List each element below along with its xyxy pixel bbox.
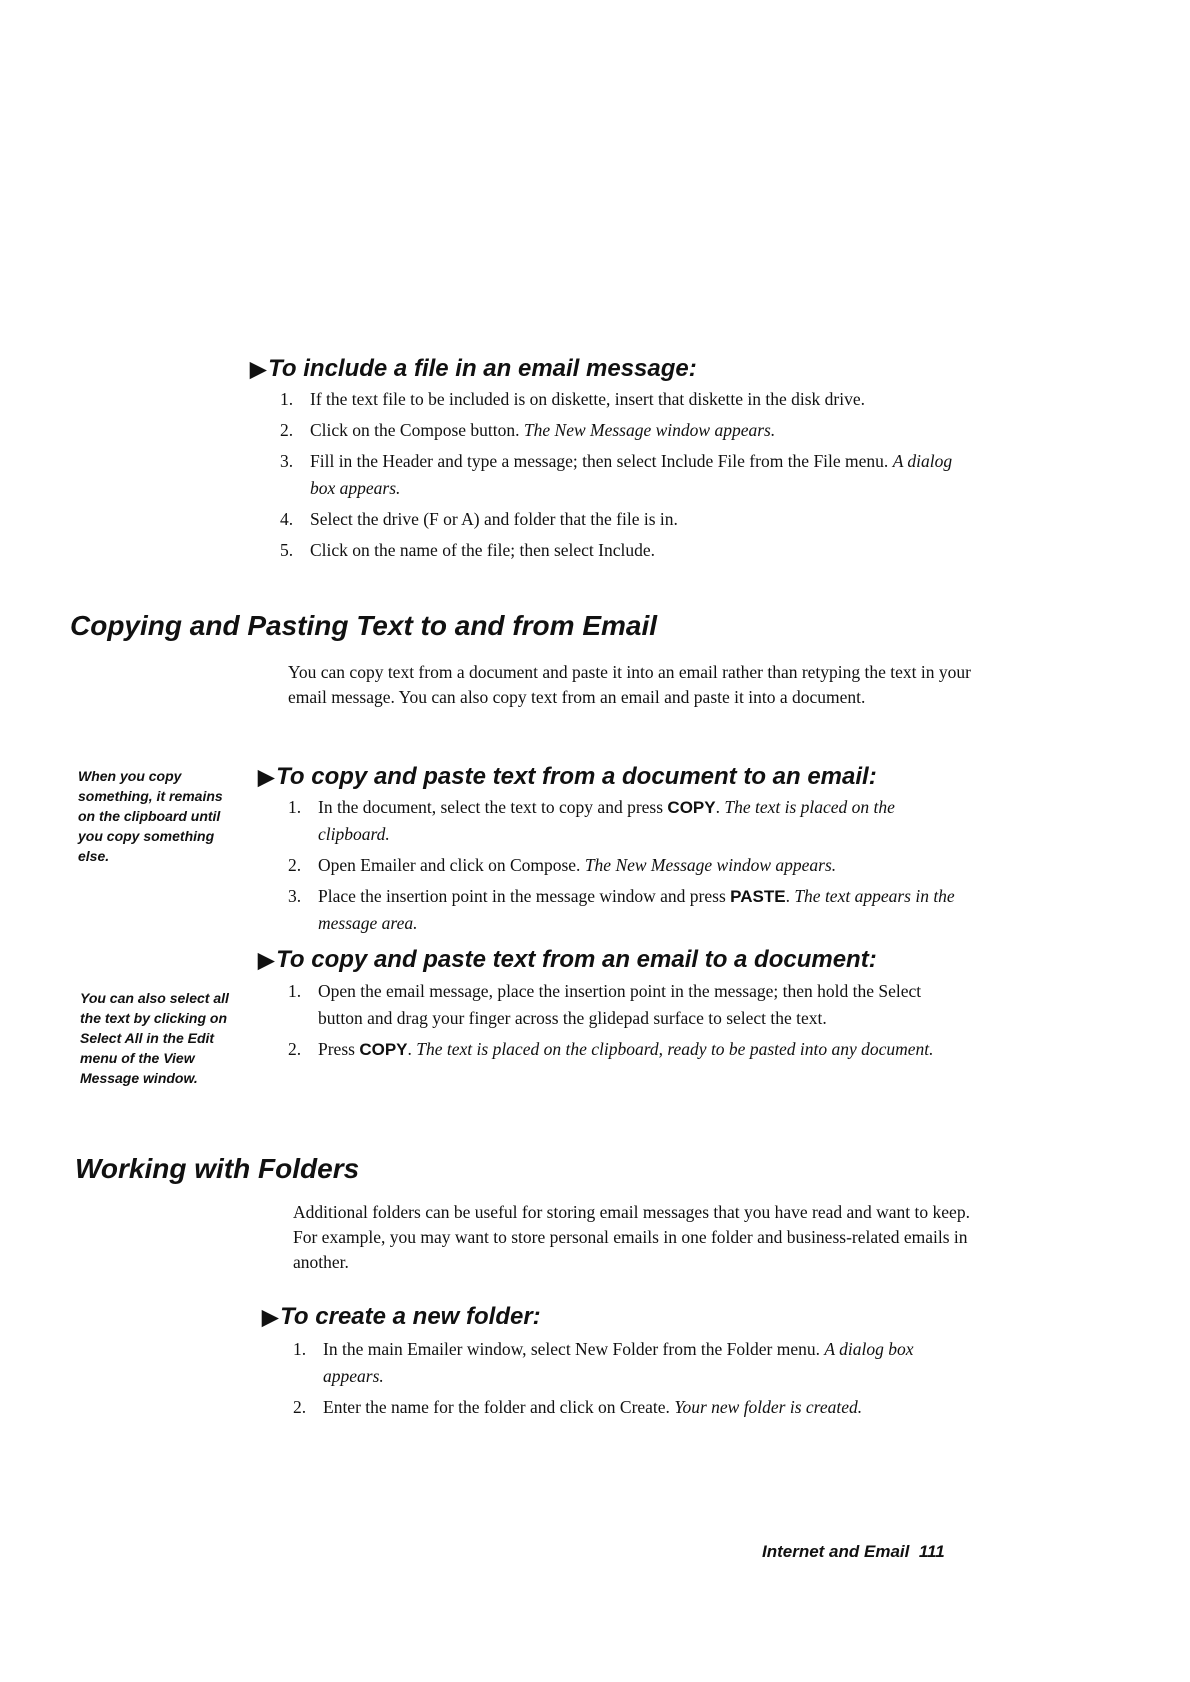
procedure-arrow-icon: ▶ bbox=[258, 949, 275, 972]
section-intro-folders: Additional folders can be useful for storing email messages that you have read and want to keep. For example, you may want to store personal emails in one folder and business-related emails in another. bbox=[293, 1202, 970, 1272]
step: 5. Click on the name of the file; then select Include. bbox=[280, 540, 656, 560]
step: 2. Press COPY. The text is placed on the clipboard, ready to be pasted into any document. bbox=[288, 1039, 934, 1059]
step: 4. Select the drive (F or A) and folder that the file is in. bbox=[280, 509, 678, 529]
section-title-folders: Working with Folders bbox=[75, 1153, 360, 1184]
step: 3. Fill in the Header and type a message; then select Include File from the File menu. A dialog box appears. bbox=[280, 451, 953, 498]
procedure-heading-include-file bbox=[250, 355, 697, 383]
step: 2. Enter the name for the folder and click on Create. Your new folder is created. bbox=[293, 1397, 863, 1417]
procedure-heading-create-folder bbox=[262, 1303, 541, 1331]
steps-copy-doc-to-email bbox=[288, 794, 968, 941]
step: 2. Click on the Compose button. The New Message window appears. bbox=[280, 420, 776, 440]
margin-note-clipboard: When you copy something, it remains on the clipboard until you copy something else. bbox=[78, 768, 223, 864]
procedure-arrow-icon: ▶ bbox=[262, 1306, 279, 1329]
procedure-heading-text: To create a new folder: bbox=[280, 1303, 541, 1330]
step: 2. Open Emailer and click on Compose. The New Message window appears. bbox=[288, 855, 837, 875]
margin-note-select-all: You can also select all the text by clicking on Select All in the Edit menu of the View Message window. bbox=[80, 990, 229, 1086]
procedure-heading-text: To copy and paste text from a document to an email: bbox=[276, 763, 877, 790]
step: 3. Place the insertion point in the message window and press PASTE. The text appears in the message area. bbox=[288, 886, 955, 933]
procedure-heading-copy-email-to-doc bbox=[258, 946, 877, 974]
steps-create-folder bbox=[293, 1336, 973, 1425]
procedure-heading-text: To copy and paste text from an email to a document: bbox=[276, 946, 877, 973]
steps-copy-email-to-doc bbox=[288, 978, 968, 1067]
steps-include-file bbox=[280, 386, 970, 568]
step: 1. In the document, select the text to copy and press COPY. The text is placed on the clipboard. bbox=[288, 797, 895, 844]
step: 1. In the main Emailer window, select New Folder from the Folder menu. A dialog box appears. bbox=[293, 1339, 914, 1386]
procedure-heading-text: To include a file in an email message: bbox=[268, 355, 697, 382]
procedure-heading-copy-doc-to-email bbox=[258, 763, 877, 791]
procedure-arrow-icon: ▶ bbox=[250, 358, 267, 381]
footer-chapter: Internet and Email bbox=[762, 1542, 910, 1561]
step: 1. Open the email message, place the insertion point in the message; then hold the Select button and drag your finger across the glidepad surface to select the text. bbox=[288, 981, 922, 1028]
step: 1. If the text file to be included is on diskette, insert that diskette in the disk drive. bbox=[280, 389, 866, 409]
footer-page-number: 111 bbox=[918, 1542, 945, 1561]
procedure-arrow-icon: ▶ bbox=[258, 766, 275, 789]
section-intro-copy-paste: You can copy text from a document and paste it into an email rather than retyping the text in your email message. You can also copy text from an email and paste it into a document. bbox=[288, 662, 971, 707]
section-title-copy-paste: Copying and Pasting Text to and from Email bbox=[70, 610, 658, 641]
page-footer bbox=[762, 1542, 945, 1562]
